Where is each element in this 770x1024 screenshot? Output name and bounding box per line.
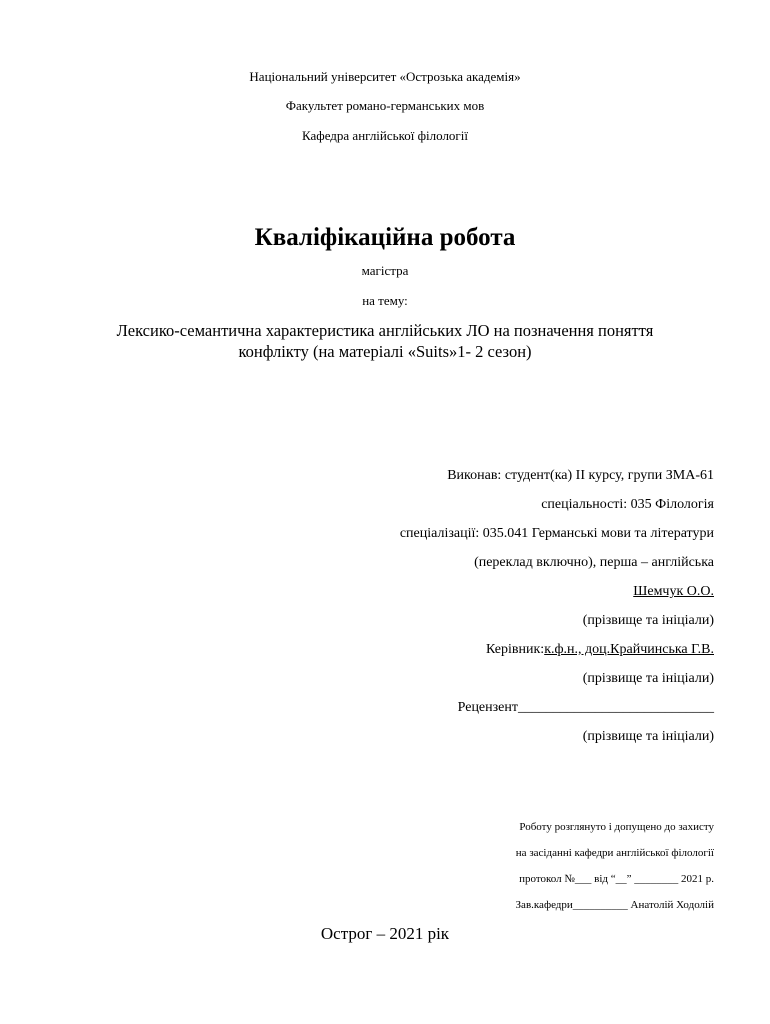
topic-line-1: Лексико-семантична характеристика англійських ЛО на позначення поняття <box>116 321 654 340</box>
reviewer-caption: (прізвище та ініціали) <box>582 729 714 744</box>
department-name: Кафедра англійської філології <box>302 128 468 143</box>
student-name: Шемчук О.О. <box>633 584 714 599</box>
student-name-caption: (прізвище та ініціали) <box>582 613 714 628</box>
supervisor-name: к.ф.н., доц.Крайчинська Г.В. <box>544 642 714 657</box>
performed-by: Виконав: студент(ка) II курсу, групи ЗМА-61 <box>447 468 714 483</box>
degree-label: магістра <box>361 263 409 278</box>
supervisor-caption: (прізвище та ініціали) <box>582 671 714 686</box>
specialization: спеціалізації: 035.041 Германські мови та літератури <box>399 526 714 541</box>
supervisor-label: Керівник: <box>485 642 545 657</box>
specialization-note: (переклад включно), перша – англійська <box>474 555 714 570</box>
topic-label: на тему: <box>362 293 408 308</box>
document-title: Кваліфікаційна робота <box>254 224 516 251</box>
faculty-name: Факультет романо-германських мов <box>285 98 485 113</box>
topic-line-2: конфлікту (на матеріалі «Suits»1- 2 сезон) <box>238 342 532 361</box>
university-name: Національний університет «Острозька академія» <box>249 69 521 84</box>
reviewer-line: Рецензент____________________________ <box>457 700 714 715</box>
speciality: спеціальності: 035 Філологія <box>541 497 714 512</box>
approval-line-2: на засіданні кафедри англійської філології <box>515 847 714 859</box>
approval-line-1: Роботу розглянуто і допущено до захисту <box>519 821 714 833</box>
place-and-year: Острог – 2021 рік <box>320 924 450 943</box>
approval-line-4: Зав.кафедри__________ Анатолій Ходолій <box>515 899 714 911</box>
approval-line-3: протокол №___ від “__” ________ 2021 р. <box>519 873 714 885</box>
supervisor-line <box>486 643 714 657</box>
